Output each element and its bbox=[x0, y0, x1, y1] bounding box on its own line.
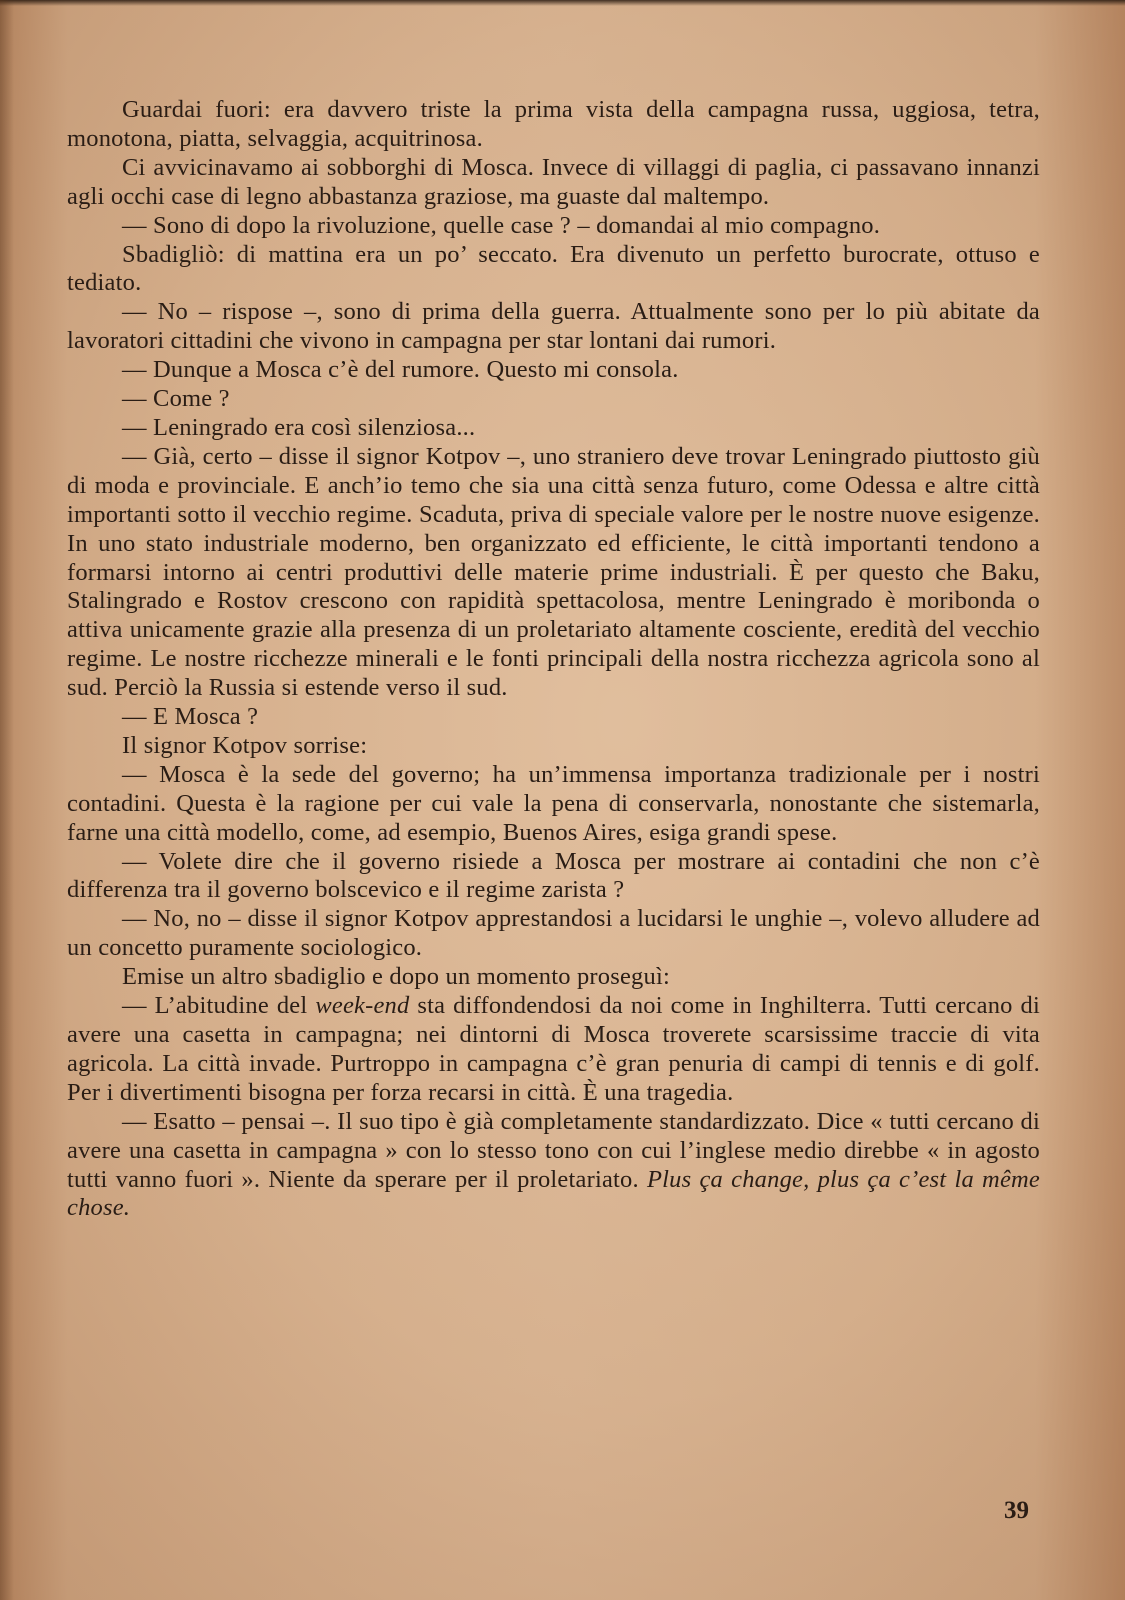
page-top-edge-shadow bbox=[0, 0, 1125, 6]
paragraph: — Leningrado era così silenziosa... bbox=[122, 413, 476, 441]
paragraph: Il signor Kotpov sorrise: bbox=[122, 731, 368, 759]
paragraph-final bbox=[67, 1108, 1040, 1224]
body-text bbox=[67, 96, 1040, 1223]
text-run: — L’abitudine del bbox=[122, 992, 316, 1020]
paragraph: Emise un altro sbadiglio e dopo un momento proseguì: bbox=[122, 963, 670, 991]
paragraph: — No, no – disse il signor Kotpov apprestandosi a lucidarsi le unghie –, volevo alludere ad un concetto puramente sociologico. bbox=[67, 905, 1040, 962]
paragraph: — Volete dire che il governo risiede a Mosca per mostrare ai contadini che non c’è differenza tra il governo bolscevico e il regime zarista ? bbox=[67, 847, 1040, 904]
paragraph: — Già, certo – disse il signor Kotpov –, uno straniero deve trovar Leningrado piuttosto giù di moda e provinciale. E anch’io temo che sia una città senza futuro, come Odessa e altre città importanti sotto il vecchio regime. Scaduta, priva di speciale valore per le nostre nuove esigenze. In uno stato industriale moderno, ben organizzato ed efficiente, le città importanti tendono a formarsi intorno ai centri produttivi delle materie prime industriali. È per questo che Baku, Stalingrado e Rostov crescono con rapidità spettacolosa, mentre Leningrado è moribonda o attiva unicamente grazie alla presenza di un proletariato altamente cosciente, eredità del vecchio regime. Le nostre ricchezze minerali e le fonti principali della nostra ricchezza agricola sono al sud. Perciò la Russia si estende verso il sud. bbox=[67, 442, 1040, 702]
italic-term: week-end bbox=[315, 992, 410, 1020]
page-number: 39 bbox=[1004, 1497, 1029, 1524]
text-run: — Esatto – pensai –. Il suo tipo è già completamente standardizzato. Dice « tutti cercano di avere una casetta in campagna » con lo stesso tono con cui l’inglese medio direbbe « in agosto tutti vanno fuori ». Niente da sperare per il proletariato. bbox=[67, 1107, 1040, 1193]
paragraph: Sbadigliò: di mattina era un po’ seccato. Era divenuto un perfetto burocrate, ottuso e tediato. bbox=[67, 240, 1040, 297]
page-gutter-shadow bbox=[0, 0, 14, 1600]
paragraph: — Dunque a Mosca c’è del rumore. Questo mi consola. bbox=[122, 356, 679, 384]
paragraph: — Come ? bbox=[122, 385, 230, 413]
text-run: sta diffondendosi da noi come in Inghilterra. Tutti cercano di avere una casetta in campagna; nei dintorni di Mosca troverete scarsissime traccie di vita agricola. La città invade. Purtroppo in campagna c’è gran penuria di campi di tennis e di golf. Per i divertimenti bisogna per forza recarsi in città. È una tragedia. bbox=[67, 992, 1040, 1106]
paragraph: Guardai fuori: era davvero triste la prima vista della campagna russa, uggiosa, tetra, monotona, piatta, selvaggia, acquitrinosa. bbox=[67, 96, 1040, 152]
paragraph: — E Mosca ? bbox=[122, 703, 259, 731]
paragraph: Ci avvicinavamo ai sobborghi di Mosca. Invece di villaggi di paglia, ci passavano innanzi agli occhi case di legno abbastanza graziose, ma guaste dal maltempo. bbox=[67, 153, 1040, 210]
italic-quote: Plus ça change, plus ça c’est la même chose. bbox=[67, 1165, 1040, 1222]
paragraph: — Mosca è la sede del governo; ha un’immensa importanza tradizionale per i nostri contadini. Questa è la ragione per cui vale la pena di conservarla, nonostante che sistemarla, farne una città modello, come, ad esempio, Buenos Aires, esiga grandi spese. bbox=[67, 760, 1040, 846]
paragraph-weekend bbox=[67, 992, 1040, 1108]
paragraph: — Sono di dopo la rivoluzione, quelle case ? – domandai al mio compagno. bbox=[122, 211, 881, 239]
paragraph: — No – rispose –, sono di prima della guerra. Attualmente sono per lo più abitate da lavoratori cittadini che vivono in campagna per star lontani dai rumori. bbox=[67, 298, 1040, 355]
